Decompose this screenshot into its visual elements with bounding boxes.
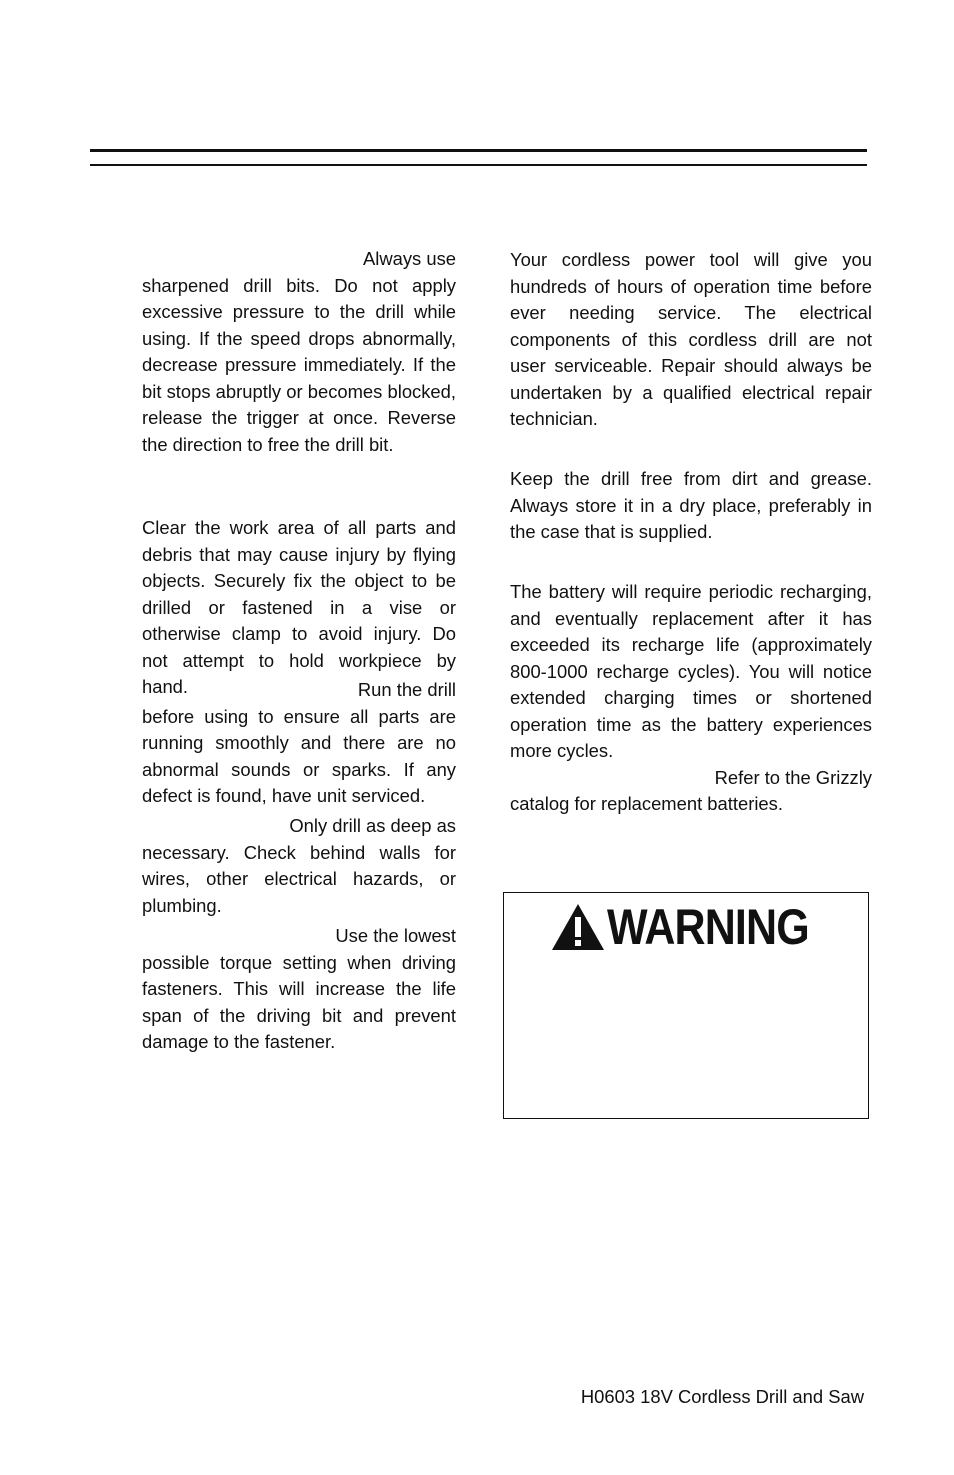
battery-paragraph xyxy=(510,579,872,818)
sharpened-bits-lead: Always use xyxy=(362,248,456,269)
sharpened-bits-body: sharpened drill bits. Do not apply excessive pressure to the drill while using. If the speed drops abnormally, decrease pressure immediately. If the bit stops abruptly or becomes blocked, release the trigger at once. Reverse the direction to free the drill bit. xyxy=(142,274,456,455)
service-body: Your cordless power tool will give you hundreds of hours of operation time before ever needing service. The electrical components of this cordless drill are not user serviceable. Repair should always be undertaken by a qualified electrical repair technician. xyxy=(510,249,872,429)
page-footer: H0603 18V Cordless Drill and Saw xyxy=(580,1386,864,1407)
warning-title-text: WARNING xyxy=(607,899,809,955)
cleaning-paragraph xyxy=(510,466,872,546)
drill-depth-body: necessary. Check behind walls for wires, other electrical hazards, or plumbing. xyxy=(142,841,456,916)
sharpened-bits-paragraph xyxy=(142,246,456,458)
run-before-use-lead: Run the drill xyxy=(357,679,456,700)
battery-tail: catalog for replacement batteries. xyxy=(510,793,783,814)
warning-title xyxy=(550,901,842,953)
header-rule-thick xyxy=(90,149,867,152)
drill-depth-paragraph xyxy=(142,813,456,919)
clear-work-area-body: Clear the work area of all parts and debris that may cause injury by flying objects. Securely fix the object to be drilled or fastened in a vise or otherwise clamp to avoid injury. Do not attempt to hold workpiece by hand. xyxy=(142,517,456,697)
run-before-use-paragraph xyxy=(142,677,456,810)
torque-setting-body: possible torque setting when driving fasteners. This will increase the life span of the driving bit and prevent damage to the fastener. xyxy=(142,951,456,1052)
clear-work-area-paragraph xyxy=(142,515,456,701)
battery-lead: Refer to the Grizzly xyxy=(714,766,872,788)
warning-triangle-icon xyxy=(550,902,606,952)
warning-box xyxy=(503,892,869,1119)
battery-body: The battery will require periodic recharging, and eventually replacement after it has exceeded its recharge life (approximately 800-1000 recharge cycles). You will notice extended charging times or shortened operation time as the battery experiences more cycles. xyxy=(510,581,872,761)
torque-setting-lead: Use the lowest xyxy=(335,925,456,946)
header-rule-thin xyxy=(90,164,867,166)
cleaning-body: Keep the drill free from dirt and grease. Always store it in a dry place, preferably in the case that is supplied. xyxy=(510,468,872,542)
run-before-use-body: before using to ensure all parts are running smoothly and there are no abnormal sounds or sparks. If any defect is found, have unit serviced. xyxy=(142,705,456,806)
torque-setting-paragraph xyxy=(142,923,456,1056)
drill-depth-lead: Only drill as deep as xyxy=(289,815,456,836)
service-paragraph xyxy=(510,247,872,433)
